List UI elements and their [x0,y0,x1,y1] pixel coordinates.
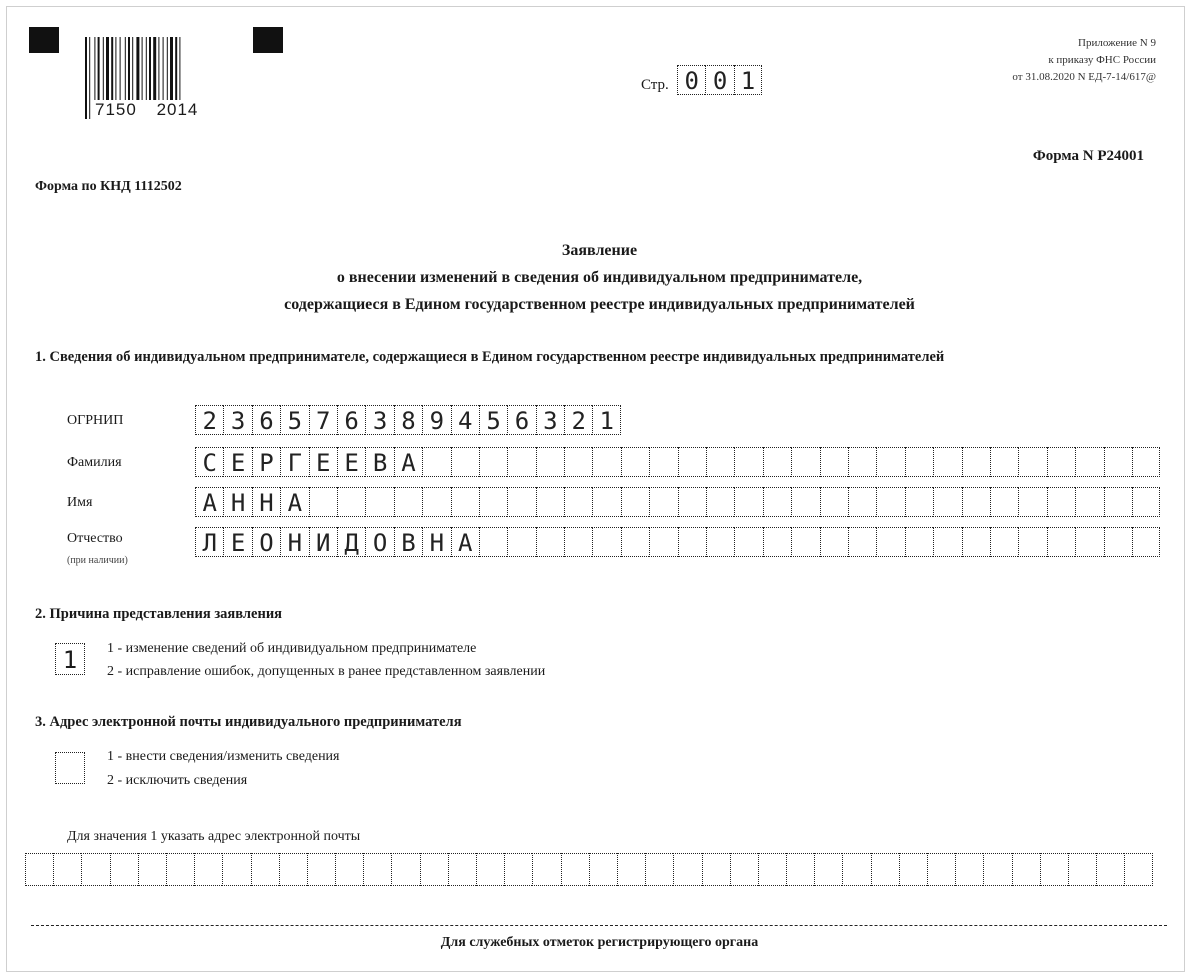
char-cell[interactable] [876,447,904,477]
char-cell[interactable] [222,853,250,886]
char-cell[interactable] [1047,527,1075,557]
section2-title: 2. Причина представления заявления [35,606,283,622]
section1-title: 1. Сведения об индивидуальном предпринимателе, содержащиеся в Едином государственном реестре индивидуальных предпринимателей [35,349,945,365]
section3-title: 3. Адрес электронной почты индивидуального предпринимателя [35,714,462,730]
char-cell[interactable] [962,447,990,477]
char-cell[interactable] [564,487,592,517]
char-cell[interactable] [820,487,848,517]
char-cell[interactable] [337,487,365,517]
char-cell[interactable] [621,527,649,557]
surname-field[interactable] [195,447,1160,477]
char-cell[interactable]: Е [223,447,251,477]
char-cell[interactable] [194,853,222,886]
char-cell[interactable] [536,447,564,477]
char-cell[interactable]: В [365,447,393,477]
char-cell[interactable] [899,853,927,886]
char-cell[interactable] [476,853,504,886]
form-code: Форма N Р24001 [1032,148,1144,164]
service-marks-title: Для служебных отметок регистрирующего органа [440,935,759,950]
name-field[interactable] [195,487,1160,517]
char-cell[interactable] [1018,487,1046,517]
char-cell[interactable] [786,853,814,886]
char-cell[interactable] [763,487,791,517]
surname-label: Фамилия [67,455,122,470]
char-cell[interactable] [649,447,677,477]
char-cell[interactable] [678,527,706,557]
char-cell[interactable] [645,853,673,886]
email-hint: Для значения 1 указать адрес электронной почты [67,829,361,844]
char-cell[interactable] [309,487,337,517]
char-cell[interactable] [536,487,564,517]
char-cell[interactable]: Н [280,527,308,557]
char-cell[interactable] [561,853,589,886]
char-cell[interactable] [592,487,620,517]
char-cell[interactable]: 3 [223,405,251,435]
char-cell[interactable]: 3 [536,405,564,435]
char-cell[interactable] [734,447,762,477]
patronymic-field[interactable] [195,527,1160,557]
char-cell[interactable] [251,853,279,886]
char-cell[interactable] [848,527,876,557]
char-cell[interactable] [820,527,848,557]
char-cell[interactable]: 7 [309,405,337,435]
char-cell[interactable] [702,853,730,886]
char-cell[interactable] [791,447,819,477]
char-cell[interactable] [876,487,904,517]
email-action-box[interactable] [55,752,85,784]
char-cell[interactable] [848,447,876,477]
reason-option-2: 2 - исправление ошибок, допущенных в ранее представленном заявлении [107,664,546,679]
char-cell[interactable] [933,447,961,477]
char-cell[interactable] [592,527,620,557]
ogrnip-field[interactable] [195,405,621,435]
char-cell[interactable]: 8 [394,405,422,435]
char-cell[interactable] [589,853,617,886]
char-cell[interactable]: Н [252,487,280,517]
char-cell[interactable]: 6 [507,405,535,435]
char-cell[interactable]: 5 [280,405,308,435]
char-cell[interactable]: А [280,487,308,517]
char-cell[interactable]: Г [280,447,308,477]
char-cell[interactable] [479,447,507,477]
char-cell[interactable] [1047,487,1075,517]
corner-marker-left [29,27,59,53]
char-cell[interactable] [536,527,564,557]
char-cell[interactable] [1075,447,1103,477]
char-cell[interactable]: О [365,527,393,557]
char-cell[interactable] [365,487,393,517]
char-cell[interactable] [1018,447,1046,477]
page-label: Стр. [641,77,669,93]
char-cell[interactable] [507,447,535,477]
char-cell[interactable] [81,853,109,886]
char-cell[interactable] [763,447,791,477]
char-cell[interactable]: И [309,527,337,557]
char-cell[interactable] [730,853,758,886]
char-cell[interactable] [905,527,933,557]
char-cell[interactable] [706,447,734,477]
char-cell[interactable] [933,527,961,557]
char-cell[interactable] [307,853,335,886]
email-option-1: 1 - внести сведения/изменить сведения [107,749,340,764]
char-cell[interactable] [814,853,842,886]
email-field[interactable] [25,853,1153,886]
appendix-note: Приложение N 9 к приказу ФНС России от 31.08.2020 N ЕД-7-14/617@ [1012,37,1156,83]
char-cell[interactable] [621,487,649,517]
reason-code-box[interactable]: 1 [55,643,85,675]
char-cell[interactable] [1068,853,1096,886]
char-cell[interactable] [451,447,479,477]
char-cell[interactable]: 9 [422,405,450,435]
char-cell[interactable] [1124,853,1152,886]
form-page [6,6,1185,972]
char-cell[interactable] [1104,487,1132,517]
char-cell[interactable]: Н [223,487,251,517]
page-number-cell[interactable]: 0 [677,65,705,95]
char-cell[interactable] [848,487,876,517]
char-cell[interactable] [1040,853,1068,886]
char-cell[interactable] [673,853,701,886]
char-cell[interactable] [1075,487,1103,517]
knd-code: Форма по КНД 1112502 [35,179,182,194]
char-cell[interactable] [678,447,706,477]
char-cell[interactable] [955,853,983,886]
char-cell[interactable] [1012,853,1040,886]
char-cell[interactable]: А [451,527,479,557]
corner-marker-right [253,27,283,53]
char-cell[interactable] [990,527,1018,557]
char-cell[interactable] [1018,527,1046,557]
char-cell[interactable]: С [195,447,223,477]
char-cell[interactable] [876,527,904,557]
char-cell[interactable]: 3 [365,405,393,435]
char-cell[interactable] [962,487,990,517]
char-cell[interactable] [678,487,706,517]
char-cell[interactable]: 1 [592,405,620,435]
char-cell[interactable] [394,487,422,517]
char-cell[interactable] [1132,487,1160,517]
char-cell[interactable] [983,853,1011,886]
char-cell[interactable]: А [394,447,422,477]
char-cell[interactable]: Е [337,447,365,477]
char-cell[interactable] [166,853,194,886]
char-cell[interactable] [564,527,592,557]
char-cell[interactable] [363,853,391,886]
char-cell[interactable]: 5 [479,405,507,435]
page-number-cells [677,65,762,95]
char-cell[interactable]: 6 [337,405,365,435]
page-number-cell[interactable]: 1 [734,65,762,95]
char-cell[interactable]: 6 [252,405,280,435]
document-title: Заявление о внесении изменений в сведения об индивидуальном предпринимателе, содержащиеся в Едином государственном реестре индивидуальных предпринимателей [284,242,915,313]
char-cell[interactable]: Р [252,447,280,477]
reason-option-1: 1 - изменение сведений об индивидуальном предпринимателе [107,641,477,656]
char-cell[interactable]: 2 [195,405,223,435]
char-cell[interactable] [649,527,677,557]
char-cell[interactable] [1075,527,1103,557]
char-cell[interactable] [927,853,955,886]
name-label: Имя [67,495,93,510]
char-cell[interactable]: 4 [451,405,479,435]
char-cell[interactable] [706,487,734,517]
char-cell[interactable] [905,487,933,517]
char-cell[interactable] [621,447,649,477]
char-cell[interactable]: Н [422,527,450,557]
char-cell[interactable] [391,853,419,886]
char-cell[interactable] [791,487,819,517]
char-cell[interactable] [706,527,734,557]
char-cell[interactable] [422,447,450,477]
char-cell[interactable] [933,487,961,517]
char-cell[interactable] [451,487,479,517]
divider-line [31,925,1167,926]
patronymic-note: (при наличии) [67,555,128,566]
char-cell[interactable] [532,853,560,886]
char-cell[interactable] [1047,447,1075,477]
char-cell[interactable] [592,447,620,477]
char-cell[interactable] [791,527,819,557]
char-cell[interactable] [990,447,1018,477]
char-cell[interactable]: Е [309,447,337,477]
char-cell[interactable] [422,487,450,517]
char-cell[interactable] [758,853,786,886]
char-cell[interactable] [1104,447,1132,477]
char-cell[interactable] [479,527,507,557]
patronymic-label: Отчество [67,531,123,546]
email-option-2: 2 - исключить сведения [107,773,248,788]
char-cell[interactable] [617,853,645,886]
char-cell[interactable]: Д [337,527,365,557]
char-cell[interactable] [905,447,933,477]
barcode-number: 7150 2014 [95,100,199,119]
char-cell[interactable] [564,447,592,477]
char-cell[interactable] [1132,527,1160,557]
char-cell[interactable] [507,527,535,557]
char-cell[interactable]: Е [223,527,251,557]
ogrnip-label: ОГРНИП [67,413,124,428]
char-cell[interactable] [1104,527,1132,557]
char-cell[interactable] [504,853,532,886]
char-cell[interactable] [448,853,476,886]
char-cell[interactable] [649,487,677,517]
char-cell[interactable] [990,487,1018,517]
char-cell[interactable] [507,487,535,517]
char-cell[interactable] [734,487,762,517]
char-cell[interactable] [420,853,448,886]
char-cell[interactable]: Л [195,527,223,557]
char-cell[interactable] [110,853,138,886]
char-cell[interactable] [962,527,990,557]
char-cell[interactable] [734,527,762,557]
char-cell[interactable] [53,853,81,886]
char-cell[interactable] [842,853,870,886]
char-cell[interactable]: А [195,487,223,517]
char-cell[interactable] [871,853,899,886]
char-cell[interactable] [763,527,791,557]
char-cell[interactable]: 2 [564,405,592,435]
char-cell[interactable] [25,853,53,886]
char-cell[interactable] [1096,853,1124,886]
char-cell[interactable]: В [394,527,422,557]
char-cell[interactable] [279,853,307,886]
char-cell[interactable] [1132,447,1160,477]
char-cell[interactable]: О [252,527,280,557]
page-number-cell[interactable]: 0 [705,65,733,95]
char-cell[interactable] [335,853,363,886]
char-cell[interactable] [138,853,166,886]
char-cell[interactable] [479,487,507,517]
char-cell[interactable] [820,447,848,477]
